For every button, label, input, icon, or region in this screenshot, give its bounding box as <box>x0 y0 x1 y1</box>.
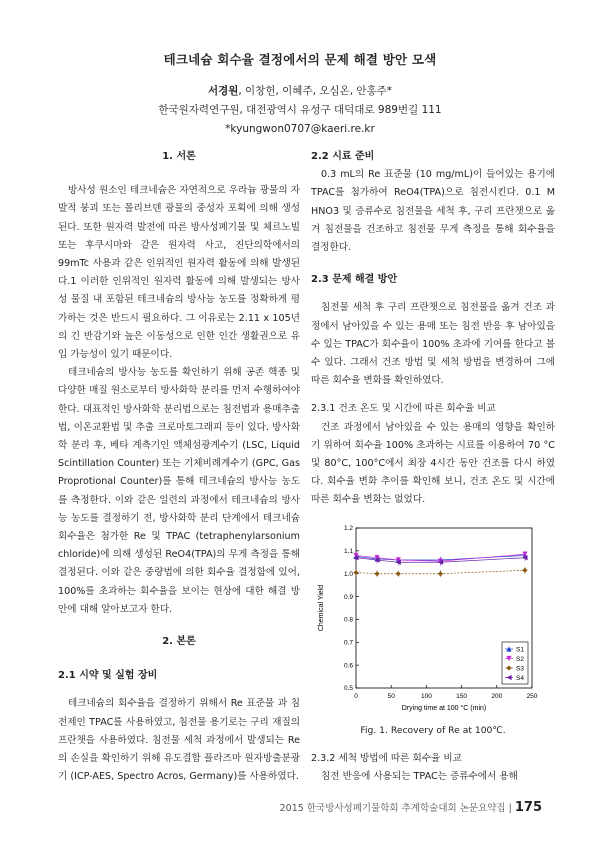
x-tick-label: 100 <box>420 692 432 700</box>
section-heading-body: 2. 본론 <box>162 636 196 648</box>
y-tick-label: 0.9 <box>343 593 353 601</box>
section-heading-reagents: 2.1 시약 및 실험 장비 <box>58 670 158 682</box>
legend-label: S2 <box>516 655 524 663</box>
affiliation: 한국원자력연구원, 대전광역시 유성구 대덕대로 989번길 111 <box>158 104 442 116</box>
sample-prep-paragraph: 0.3 mL의 Re 표준물 (10 mg/mL)이 들어있는 용기에 TPAC를 첨가하여 ReO4(TPA)으로 침전시킨다. 0.1 M HNO3 및 증류수로 침전물을 세척 후, 구리 프란챗으로 옮겨 침전물을 건조하고 침전물 무게 측정을 통해 회수율을 결정한다. <box>311 169 555 254</box>
y-tick-label: 0.6 <box>343 661 353 669</box>
right-column <box>311 148 555 786</box>
page-footer <box>280 800 542 815</box>
page-number: 175 <box>514 800 542 815</box>
reagents-paragraph: 테크네슘의 회수율을 결정하기 위해서 Re 표준물 과 침전제인 TPAC를 사용하였고, 침전물 용기로는 구리 재질의 프란챗을 사용하였다. 침전물 세척 과정에서 발생되는 Re의 손실을 확인하기 위해 유도결합 플라즈마 원자방출분광기 (ICP-AES, Spectro Acros, Germany)를 사용하였다. <box>58 698 300 783</box>
washing-paragraph: 침전 반응에 사용되는 TPAC는 증류수에서 용해 <box>321 771 518 783</box>
y-tick-label: 1.0 <box>343 570 353 578</box>
data-point <box>522 567 527 572</box>
y-axis-label: Chemical Yield <box>318 584 325 631</box>
intro-paragraph-2: 테크네슘의 방사능 농도를 확인하기 위해 공존 핵종 및 다양한 매질 원소로부터 방사화학 분리를 먼저 수행하여야 한다. 대표적인 방사화학 분리법으로는 침전법과 용매추출법, 이온교환법 및 추출 크로마토그래피 등이 있다. 방사화학 분리 후, 베타 계측기인 액체섬광계수기 (LSC, Liquid Scintillation Counter) 또는 기체비례계수기 (GPC, Gas Proprotional Counter)를 통해 테크네슘의 방사능 농도를 측정한다. 이와 같은 일련의 과정에서 테크네슘의 방사능 농도를 결정하기 전, 방사화학 분리 단계에서 테크네슘 회수율은 첨가한 Re 및 TPAC (tetraphenylarsonium chloride)에 의해 생성된 ReO4(TPA)의 무게 측정을 통해 결정된다. 이와 같은 중량법에 의한 회수율 결정함에 있어, 100%를 초과하는 회수율을 보이는 현상에 대한 해결 방안에 대해 알아보고자 한다. <box>58 367 300 615</box>
other-authors: , 이창헌, 이혜주, 오심온, 안홍주* <box>238 85 393 97</box>
section-heading-solution: 2.3 문제 해결 방안 <box>311 274 398 286</box>
y-tick-label: 1.1 <box>343 547 353 555</box>
drying-paragraph: 건조 과정에서 남아있을 수 있는 용매의 영향을 확인하기 위하여 회수율 100% 초과하는 시료를 이용하여 70 °C 및 80°C, 100°C에서 최장 4시간 동안 건조를 다시 하였다. 회수율 변화 추이를 확인해 보니, 건조 온도 및 시간에 따른 회수율 변화는 없었다. <box>311 421 555 506</box>
author-list <box>0 82 600 101</box>
intro-paragraph-1: 방사성 원소인 테크네슘은 자연적으로 우라늄 광물의 자발적 붕괴 또는 몰리브덴 광물의 중성자 포획에 의해 생성된다. 또한 원자력 발전에 따른 방사성폐기물 및 체르노빌 또는 후쿠시마와 같은 원자력 사고, 진단의학에서의 99mTc 사용과 같은 인위적인 원자력 활동에 의해 발생된다.1 이러한 인위적인 원자력 활동에 의해 발생되는 방사성 물질 내 포함된 테크네슘의 방사능 농도를 정확하게 평가하는 것은 반드시 필요하다. 그 이유로는 2.11 x 105년의 긴 반감기와 높은 이동성으로 인한 인간 생활권으로 유입 가능성이 있기 때문이다. <box>58 185 300 361</box>
section-heading-introduction: 1. 서론 <box>162 151 196 162</box>
author-block <box>0 82 600 139</box>
x-tick-label: 0 <box>354 692 358 700</box>
first-author: 서경원 <box>207 85 239 97</box>
section-heading-drying: 2.3.1 건조 온도 및 시간에 따른 회수율 비교 <box>311 403 496 415</box>
footer-text: 2015 한국방사성폐기물학회 추계학술대회 논문요약집 <box>279 803 506 814</box>
y-tick-label: 1.2 <box>343 524 353 532</box>
solution-paragraph: 침전물 세척 후 구리 프란챗으로 침전물을 옮겨 건조 과정에서 남아있을 수 있는 용매 또는 침전 반응 후 남아있을 수 있는 TPAC가 회수율이 100% 초과에 기여를 한다고 볼 수 있다. 그래서 건조 방법 및 세척 방법을 변경하여 그에 따른 회수율 변화를 확인하였다. <box>311 302 555 387</box>
figure-caption: Fig. 1. Recovery of Re at 100℃. <box>360 724 506 736</box>
legend-label: S1 <box>516 645 524 653</box>
y-tick-label: 0.8 <box>343 616 353 624</box>
section-heading-sample-prep: 2.2 시료 준비 <box>311 151 375 162</box>
recovery-chart <box>311 520 555 720</box>
legend-label: S3 <box>516 664 524 672</box>
footer-separator: | <box>505 803 515 814</box>
section-heading-washing: 2.3.2 세척 방법에 따른 회수율 비교 <box>311 752 462 764</box>
email: *kyungwon0707@kaeri.re.kr <box>225 123 375 135</box>
x-tick-label: 150 <box>456 692 468 700</box>
data-point <box>438 571 443 576</box>
data-point <box>375 571 380 576</box>
y-tick-label: 0.5 <box>343 684 353 692</box>
legend-label: S4 <box>516 674 524 682</box>
x-tick-label: 200 <box>491 692 503 700</box>
x-tick-label: 250 <box>526 692 538 700</box>
x-axis-label: Drying time at 100 °C (min) <box>401 704 487 712</box>
data-point <box>353 570 358 575</box>
figure-1 <box>311 520 555 720</box>
left-column <box>58 148 300 787</box>
x-tick-label: 50 <box>387 692 395 700</box>
y-tick-label: 0.7 <box>343 639 353 647</box>
data-point <box>396 571 401 576</box>
paper-title: 테크네슘 회수율 결정에서의 문제 해결 방안 모색 <box>163 52 437 67</box>
